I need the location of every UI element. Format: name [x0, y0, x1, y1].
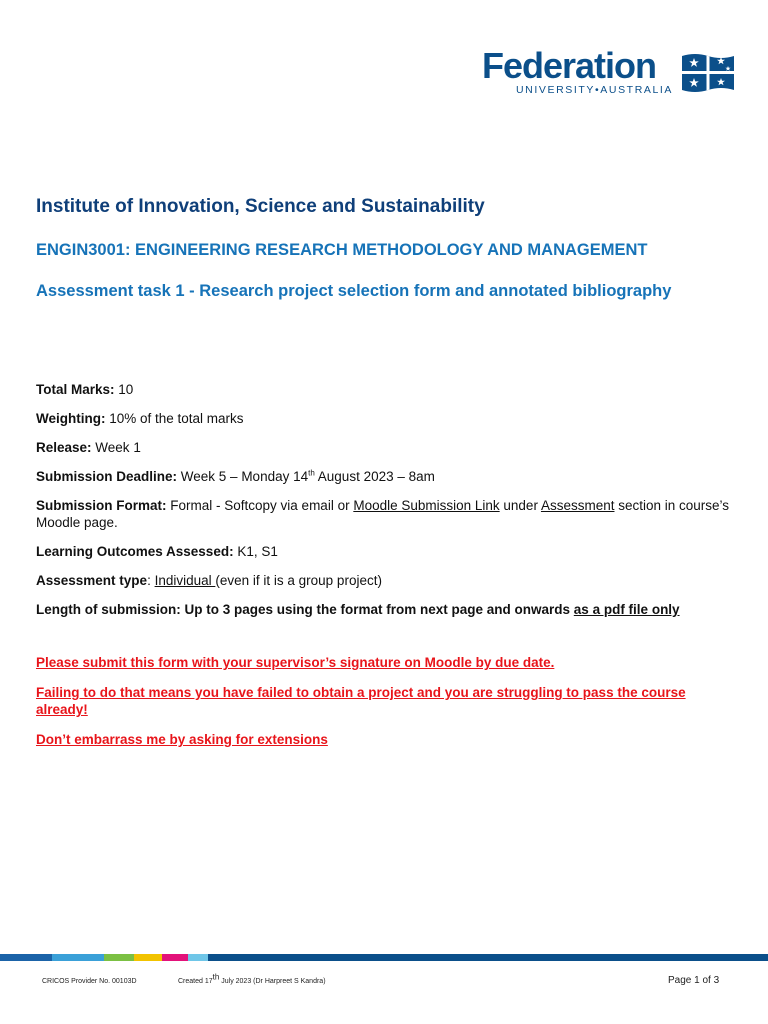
field-length-of-submission: Length of submission: Up to 3 pages using the format from next page and onwards as a pdf file only — [36, 602, 680, 617]
footer-stripe-segment — [244, 954, 768, 961]
footer-stripe-segment — [208, 954, 244, 961]
footer-created: Created 17th July 2023 (Dr Harpreet S Kandra) — [178, 972, 326, 985]
warning-notices — [36, 654, 736, 761]
footer-page-number: Page 1 of 3 — [668, 975, 720, 986]
field-submission-format: Submission Format: Formal - Softcopy via email or Moodle Submission Link under Assessment section in course’s Moodle page. — [36, 498, 730, 530]
footer-stripe-segment — [104, 954, 134, 961]
warning-extensions: Don’t embarrass me by asking for extensions — [36, 732, 328, 747]
logo-subtitle: UNIVERSITY•AUSTRALIA — [516, 84, 674, 96]
institute-heading: Institute of Innovation, Science and Sustainability — [36, 196, 485, 217]
course-heading: ENGIN3001: ENGINEERING RESEARCH METHODOLOGY AND MANAGEMENT — [36, 241, 648, 259]
footer-stripe-segment — [0, 954, 52, 961]
pdf-only-emphasis: as a pdf file only — [573, 602, 680, 617]
federation-university-logo — [482, 46, 736, 100]
field-assessment-type: Assessment type: Individual (even if it is a group project) — [36, 573, 382, 588]
individual-label: Individual — [154, 573, 216, 588]
footer-color-stripe — [0, 954, 768, 961]
footer-stripe-segment — [134, 954, 162, 961]
task-heading: Assessment task 1 - Research project selection form and annotated bibliography — [36, 282, 672, 300]
warning-submit-form: Please submit this form with your supervisor’s signature on Moodle by due date. — [36, 655, 555, 670]
footer-stripe-segment — [188, 954, 208, 961]
southern-cross-flag-icon — [682, 52, 734, 94]
warning-failing: Failing to do that means you have failed to obtain a project and you are struggling to pass the course already! — [36, 685, 686, 717]
logo-wordmark: Federation — [482, 45, 657, 86]
footer-cricos: CRICOS Provider No. 00103D — [42, 978, 137, 985]
field-submission-deadline: Submission Deadline: Week 5 – Monday 14th August 2023 – 8am — [36, 468, 435, 484]
assessment-link[interactable]: Assessment — [540, 498, 615, 513]
field-total-marks: Total Marks: 10 — [36, 382, 134, 397]
field-learning-outcomes: Learning Outcomes Assessed: K1, S1 — [36, 544, 278, 559]
field-release: Release: Week 1 — [36, 440, 141, 455]
field-weighting: Weighting: 10% of the total marks — [36, 411, 244, 426]
assessment-details — [36, 381, 736, 630]
moodle-submission-link[interactable]: Moodle Submission Link — [353, 498, 500, 513]
footer-stripe-segment — [52, 954, 104, 961]
footer-stripe-segment — [162, 954, 188, 961]
